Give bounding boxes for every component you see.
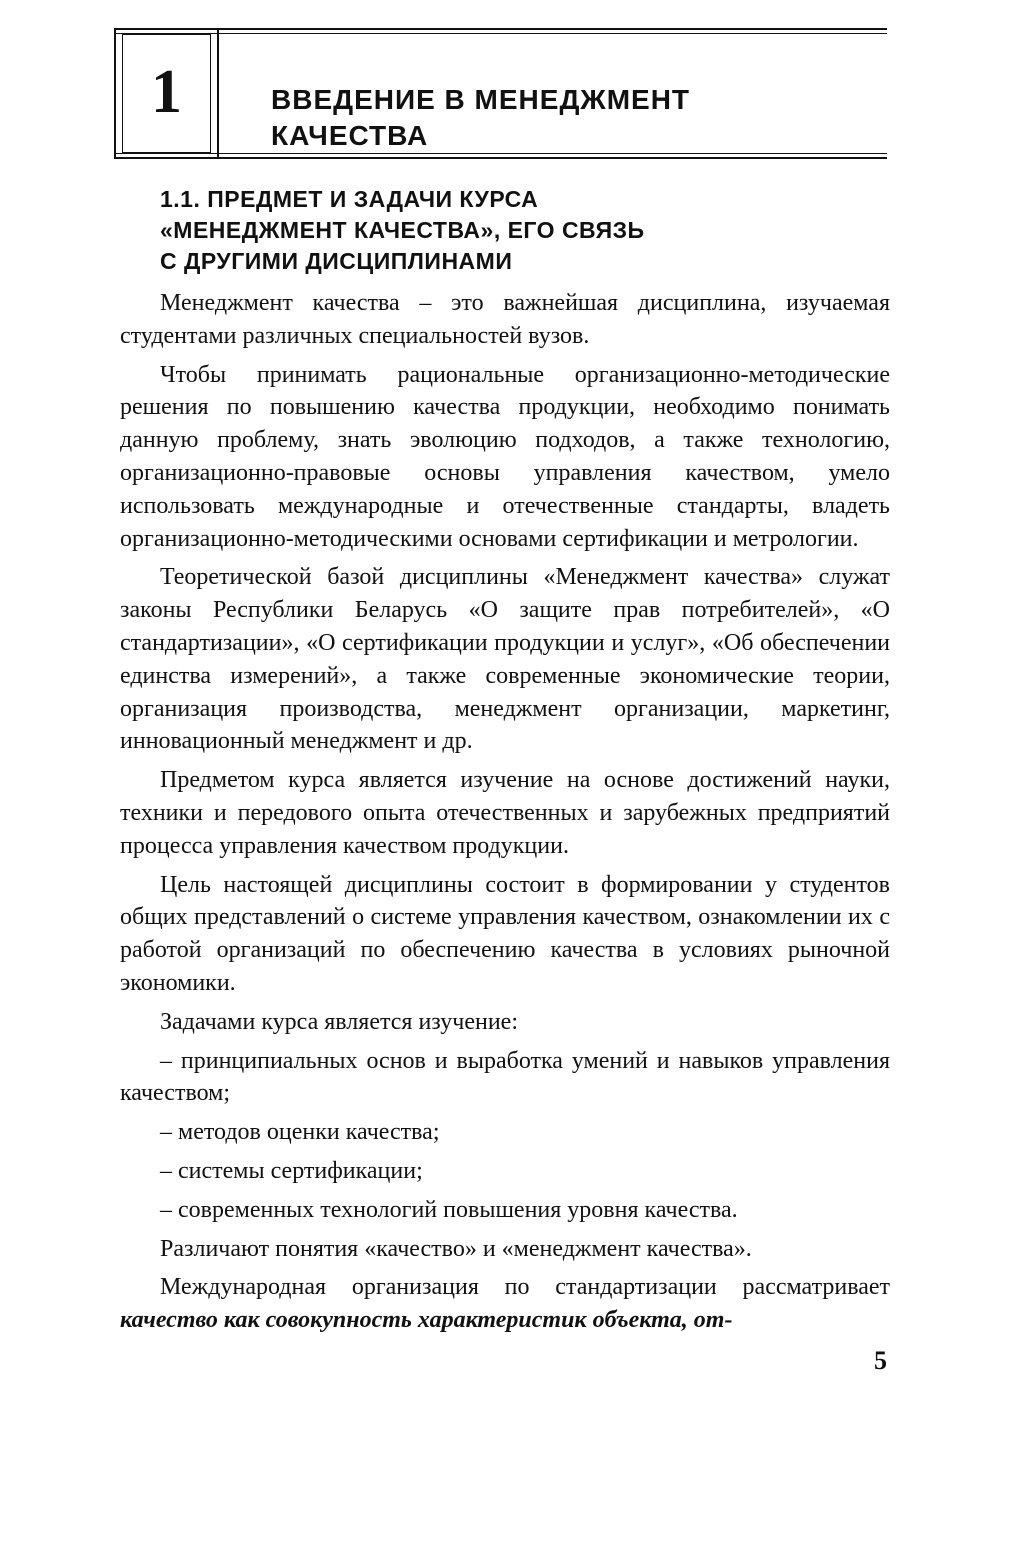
header-top-rule — [114, 28, 887, 30]
page-number: 5 — [874, 1346, 887, 1375]
chapter-number-inner-box — [122, 34, 211, 153]
list-item: – принципиальных основ и выработка умений и навыков управления качеством; — [120, 1047, 890, 1107]
chapter-title — [271, 82, 871, 154]
section-title-line-3: С ДРУГИМИ ДИСЦИПЛИНАМИ — [160, 248, 513, 274]
header-top-rule-thin — [114, 33, 887, 34]
paragraph: Цель настоящей дисциплины состоит в формировании у студентов общих представлений о системе управления качеством, ознакомлении их с работой организаций по обеспечению качества в условиях рыночной экономики. — [120, 871, 890, 996]
list-item: – системы сертификации; — [160, 1157, 423, 1184]
section-title-line-2: «МЕНЕДЖМЕНТ КАЧЕСТВА», ЕГО СВЯЗЬ — [160, 217, 645, 243]
chapter-title-line-1: ВВЕДЕНИЕ В МЕНЕДЖМЕНТ — [271, 84, 691, 115]
paragraph: Предметом курса является изучение на основе достижений науки, техники и передового опыта отечественных и зарубежных предприятий процесса управления качеством продукции. — [120, 767, 890, 859]
header-bottom-rule — [114, 157, 887, 159]
paragraph-last — [120, 1271, 890, 1337]
paragraph-last-plain: Международная организация по стандартизации рассматривает — [160, 1274, 890, 1301]
chapter-number: 1 — [151, 58, 182, 126]
body-text — [120, 287, 890, 1337]
paragraph: Задачами курса является изучение: — [160, 1008, 518, 1035]
list-item: – современных технологий повышения уровня качества. — [160, 1196, 738, 1223]
section-title-line-1: 1.1. ПРЕДМЕТ И ЗАДАЧИ КУРСА — [160, 186, 539, 212]
chapter-number-box — [114, 28, 219, 157]
paragraph: Теоретической базой дисциплины «Менеджмент качества» служат законы Республики Беларусь «О защите прав потребителей», «О стандартизации», «О сертификации продукции и услуг», «Об обеспечении единства измерений», а также современные экономические теории, организация производства, менеджмент организации, маркетинг, инновационный менеджмент и др. — [120, 564, 890, 755]
paragraph-last-emphasis: качество как совокупность характеристик объекта, от- — [120, 1307, 733, 1334]
header-bottom-rule-thin — [114, 153, 887, 154]
section-title — [160, 184, 860, 277]
paragraph: Чтобы принимать рациональные организационно-методические решения по повышению качества продукции, необходимо понимать данную проблему, знать эволюцию подходов, а также технологию, организационно-правовые основы управления качеством, умело использовать международные и отечественные стандарты, владеть организационно-методическими основами сертификации и метрологии. — [120, 361, 890, 552]
chapter-header — [114, 28, 887, 159]
list-item: – методов оценки качества; — [160, 1119, 440, 1146]
paragraph: Менеджмент качества – это важнейшая дисциплина, изучаемая студентами различных специальностей вузов. — [120, 290, 890, 349]
paragraph: Различают понятия «качество» и «менеджмент качества». — [160, 1235, 752, 1262]
chapter-title-line-2: КАЧЕСТВА — [271, 120, 429, 151]
